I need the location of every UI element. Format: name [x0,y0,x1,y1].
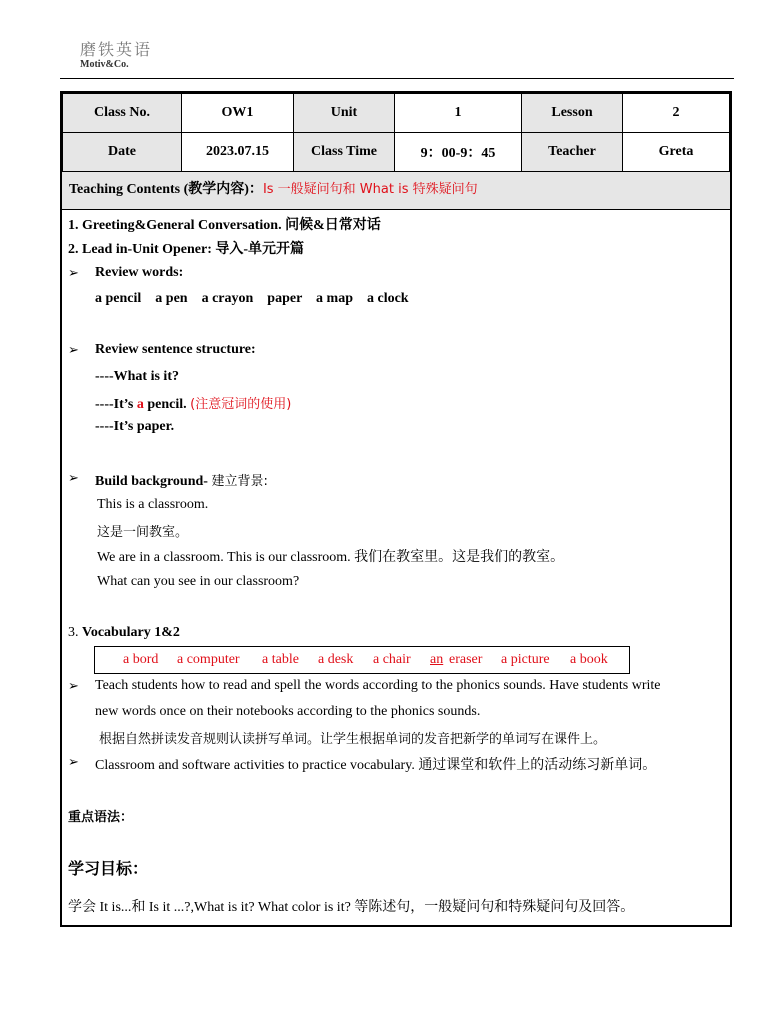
example-answer-1: ----It’s a pencil. (注意冠词的使用) [95,397,292,412]
teach-line-2: new words once on their notebooks according to the phonics sounds. [95,704,481,719]
example-question: ----What is it? [95,369,179,384]
class-no-value: OW1 [182,94,294,133]
unit-label: Unit [294,94,395,133]
bullet-arrow-icon: ➢ [68,754,79,769]
key-grammar-label: 重点语法： [68,810,134,825]
vocab-word: a desk [318,652,354,667]
logo-en: Motiv&Co. [80,59,129,70]
header-table [62,93,730,172]
review-words-label: Review words: [95,265,184,280]
bullet-arrow-icon: ➢ [68,678,79,693]
learning-goals-label: 学习目标： [68,859,149,878]
vocab-word: a table [262,652,299,667]
vocab-word: a chair [373,652,411,667]
teacher-value: Greta [623,133,730,172]
date-label: Date [63,133,182,172]
review-words: a pencil a pen a crayon paper a map a clock [95,291,409,306]
section-lead-in: 2. Lead in-Unit Opener: 导入-单元开篇 [68,242,305,257]
article-highlight: a [136,397,144,412]
header-row-1 [63,94,730,133]
vocab-word: a computer [177,652,240,667]
practice-line: Classroom and software activities to practice vocabulary. 通过课堂和软件上的活动练习新单词。 [95,758,657,773]
teaching-contents-value: Is 一般疑问句和 What is 特殊疑问句 [262,182,478,197]
background-line-2: 这是一间教室。 [97,525,189,540]
teach-line-1: Teach students how to read and spell the words according to the phonics sounds. Have students write [95,678,661,693]
background-line-4: What can you see in our classroom? [97,574,300,589]
build-background-label: Build background- 建立背景: [95,474,268,489]
teaching-contents-label: Teaching Contents (教学内容)： [69,182,263,197]
vocab-word: a picture [501,652,550,667]
vocab-word-article: an [430,652,444,667]
header-rule [60,78,734,79]
vocab-word: eraser [449,652,483,667]
review-structure-label: Review sentence structure: [95,342,256,357]
example-answer-2: ----It’s paper. [95,419,175,434]
teacher-label: Teacher [522,133,623,172]
vocab-word: a bord [123,652,159,667]
logo-cn: 磨铁英语 [80,40,153,59]
header-row-2 [63,133,730,172]
bullet-arrow-icon: ➢ [68,342,79,357]
vocabulary-box [94,646,630,674]
logo [80,42,152,70]
section-greeting: 1. Greeting&General Conversation. 问候&日常对话 [68,218,381,233]
class-time-value: 9：00-9：45 [395,133,522,172]
learning-goals-text: 学会 It is...和 Is it ...?,What is it? What color is it? 等陈述句，一般疑问句和特殊疑问句及回答。 [68,900,635,915]
date-value: 2023.07.15 [182,133,294,172]
teaching-contents [62,172,730,210]
lesson-plan [60,91,732,927]
background-line-3: We are in a classroom. This is our classroom. 我们在教室里。这是我们的教室。 [97,550,565,565]
unit-value: 1 [395,94,522,133]
lesson-value: 2 [623,94,730,133]
bullet-arrow-icon: ➢ [68,470,79,485]
lesson-label: Lesson [522,94,623,133]
class-no-label: Class No. [63,94,182,133]
article-note: (注意冠词的使用) [190,397,292,412]
teach-line-3: 根据自然拼读发音规则认读拼写单词。让学生根据单词的发音把新学的单词写在课件上。 [99,732,607,747]
vocabulary-heading: 3. Vocabulary 1&2 [68,625,180,640]
vocab-word: a book [570,652,608,667]
class-time-label: Class Time [294,133,395,172]
bullet-arrow-icon: ➢ [68,265,79,280]
background-line-1: This is a classroom. [97,497,209,512]
